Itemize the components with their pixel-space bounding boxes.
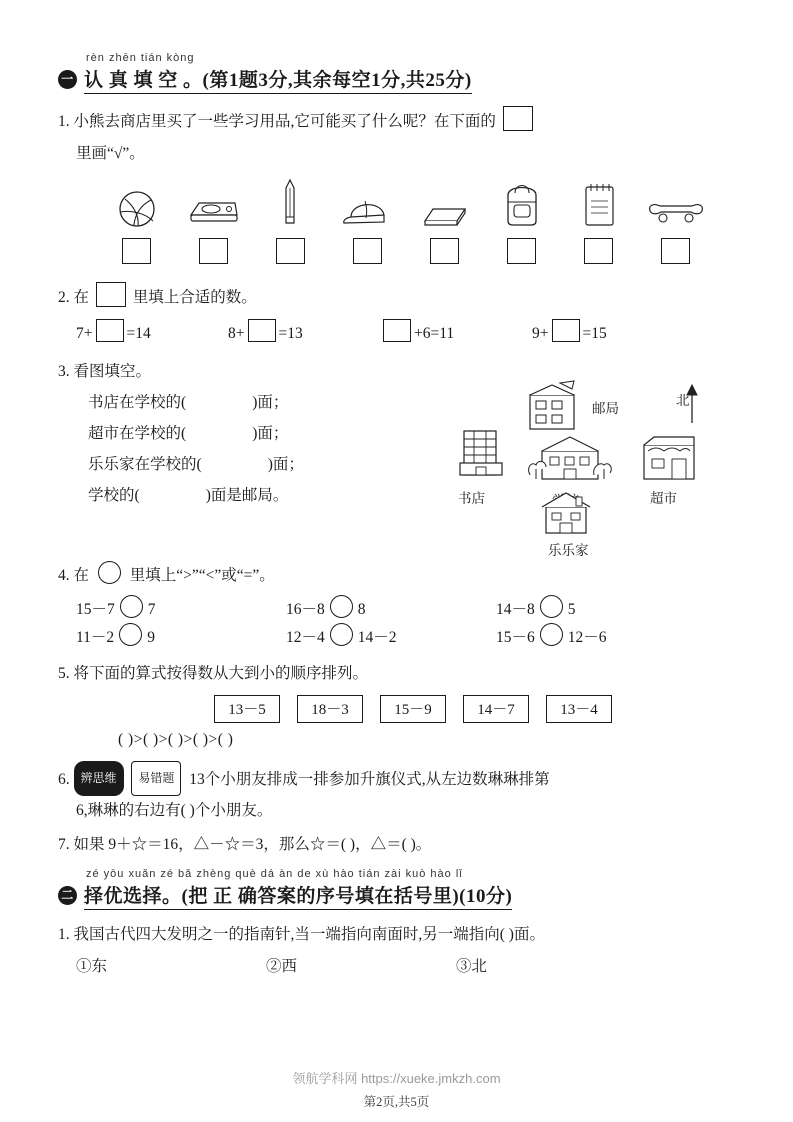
answer-circle[interactable] [120,595,143,618]
map-label-bookstore: 书店 [458,491,485,506]
answer-box[interactable] [96,282,126,307]
question-2-text-after: 里填上合适的数。 [132,289,257,306]
blank-space[interactable] [140,487,206,504]
notebook-icon [560,175,637,229]
question-3-map [444,373,744,558]
checkbox-eraser[interactable] [430,238,459,264]
section-2-number: 二 [58,886,77,905]
equation-left: 7+ [76,325,93,342]
section-2-score: (把 正 确答案的序号填在括号里)(10分) [182,881,513,910]
school-icon [520,431,620,487]
question-7-text[interactable]: 如果 9＋☆＝16，△－☆＝3，那么☆＝( )，△＝( )。 [73,836,432,853]
compare-item [286,595,496,619]
answer-circle[interactable] [98,561,121,584]
equation-left: 9+ [532,325,549,342]
compare-left: 11－2 [76,629,115,646]
section-2-question-1 [58,920,738,950]
equation-right: +6=11 [414,325,455,342]
question-1-line2 [76,139,738,169]
section-1-score: (第1题3分,其余每空1分,共25分) [203,65,472,94]
line-pre: 书店在学校的( [88,394,187,411]
line-post: )面； [252,425,289,442]
line-pre: 超市在学校的( [88,425,187,442]
equation-right: =15 [582,325,607,342]
footer-page-number: 第2页,共5页 [363,1095,430,1109]
picture-backpack [483,175,560,229]
question-5-answer-blanks[interactable]: ( )>( )>( )>( )>( ) [118,731,234,748]
picture-pencil [252,175,329,229]
picture-skateboard [637,175,714,229]
question-1-number: 1. [58,113,70,130]
question-2-text: 在 [73,289,90,306]
equation-right: =14 [126,325,151,342]
checkbox-skateboard[interactable] [661,238,690,264]
compare-right: 9 [147,629,155,646]
expression-card: 14－7 [463,695,529,723]
pencil-sharpener-icon [175,175,252,229]
question-1-text-a: 小熊去商店里买了一些学习用品,它可能买了什么呢？在下面的 [73,113,496,130]
compare-left: 15－6 [496,629,535,646]
equation-4 [532,319,684,343]
blank-space[interactable] [202,456,268,473]
answer-circle[interactable] [330,623,353,646]
question-4-text: 在 [73,567,90,584]
compare-right: 5 [567,601,576,618]
map-label-supermarket: 超市 [650,491,677,506]
section-2-pinyin: zé yōu xuǎn zé bǎ zhèng què dá àn de xù hào tián zài kuò hào lǐ [86,868,463,880]
question-5-text: 将下面的算式按得数从大到小的顺序排列。 [73,665,369,682]
question-3-text: 看图填空。 [73,363,152,380]
section-2-title: 择优选择。 [84,881,182,910]
compare-item [286,623,496,647]
question-1-text-b: 里画“√”。 [76,145,145,162]
badge-thinking: 辨思维 [74,761,124,796]
section-2-question-1-options [76,954,738,976]
picture-eraser [406,175,483,229]
picture-cap [329,175,406,229]
equation-right: =13 [278,325,303,342]
footer-watermark: 领航学科网 https://xueke.jmkzh.com [292,1071,501,1086]
line-post: )面； [252,394,289,411]
compare-right: 8 [357,601,366,618]
answer-box[interactable] [383,319,411,342]
compare-left: 12－4 [286,629,325,646]
question-2-number: 2. [58,289,70,306]
equation-left: 8+ [228,325,245,342]
checkbox-volleyball[interactable] [122,238,151,264]
line-pre: 学校的( [88,487,140,504]
question-2 [58,282,738,313]
skateboard-icon [637,175,714,229]
section-1-title: 认 真 填 空 。 [84,65,203,94]
map-label-lele-home: 乐乐家 [548,543,589,558]
answer-box[interactable] [552,319,580,342]
question-4-number: 4. [58,567,70,584]
question-7 [58,830,738,860]
post-office-icon [522,379,584,435]
blank-space[interactable] [186,394,252,411]
checkbox-pencil[interactable] [276,238,305,264]
equation-2 [228,319,380,343]
question-4 [58,561,738,591]
question-4-row-2 [76,623,738,647]
picture-notebook [560,175,637,229]
answer-circle[interactable] [119,623,142,646]
answer-circle[interactable] [330,595,353,618]
compare-item [496,595,706,619]
answer-box[interactable] [503,106,533,131]
backpack-icon [483,175,560,229]
volleyball-icon [98,175,175,229]
question-1-picture-row [98,175,718,229]
answer-box[interactable] [96,319,124,342]
eraser-icon [406,175,483,229]
question-4-text-after: 里填上“>”“<”或“=”。 [129,567,275,584]
lele-home-icon [530,489,602,539]
picture-volleyball [98,175,175,229]
expression-card: 13－4 [546,695,612,723]
option-b[interactable]: ②西 [266,958,298,975]
s2-question-1-number: 1. [58,926,70,943]
checkbox-backpack[interactable] [507,238,536,264]
line-post: )面； [267,456,304,473]
answer-box[interactable] [248,319,276,342]
question-1-checkbox-row [98,238,718,264]
question-6-line2 [76,796,738,826]
question-3-body [58,387,738,557]
checkbox-notebook[interactable] [584,238,613,264]
compare-left: 14－8 [496,601,535,618]
badge-common-mistake: 易错题 [131,761,181,796]
bookstore-icon [450,423,512,483]
s2-question-1-text[interactable]: 我国古代四大发明之一的指南针,当一端指向南面时,另一端指向( )面。 [73,926,545,943]
question-5-cards [88,695,738,723]
checkbox-cap[interactable] [353,238,382,264]
pencil-icon [252,175,329,229]
picture-pencil-sharpener [175,175,252,229]
section-1-number: 一 [58,70,77,89]
option-c[interactable]: ③北 [456,958,488,975]
section-1-header [58,52,738,94]
map-label-north: 北 [676,393,690,408]
question-5 [58,659,738,689]
cap-icon [329,175,406,229]
question-6-number: 6. [58,771,70,788]
question-6-text-b[interactable]: 6,琳琳的右边有( )个小朋友。 [76,802,273,819]
checkbox-pencil-sharpener[interactable] [199,238,228,264]
supermarket-icon [634,431,704,487]
question-2-equations [76,319,738,343]
compare-item [76,595,286,619]
equation-1 [76,319,228,343]
question-1 [58,106,738,137]
expression-card: 18－3 [297,695,363,723]
question-6 [58,761,738,796]
question-4-row-1 [76,595,738,619]
compare-item [496,623,706,647]
compare-left: 15－7 [76,601,115,618]
compare-item [76,623,286,647]
answer-circle[interactable] [540,595,563,618]
expression-card: 15－9 [380,695,446,723]
question-6-text-a: 13个小朋友排成一排参加升旗仪式,从左边数琳琳排第 [189,771,550,788]
section-1-pinyin: rèn zhēn tián kòng [86,52,195,64]
equation-3 [380,319,532,343]
question-3-number: 3. [58,363,70,380]
option-a[interactable]: ①东 [76,958,108,975]
compare-right: 7 [147,601,156,618]
blank-space[interactable] [186,425,252,442]
question-5-number: 5. [58,665,70,682]
section-2-header [58,868,738,910]
question-7-number: 7. [58,836,70,853]
compare-left: 16－8 [286,601,325,618]
compare-right: 14－2 [357,629,397,646]
expression-card: 13－5 [214,695,280,723]
answer-circle[interactable] [540,623,563,646]
compare-right: 12－6 [567,629,607,646]
line-post: )面是邮局。 [205,487,289,504]
map-label-post-office: 邮局 [592,401,619,416]
line-pre: 乐乐家在学校的( [88,456,202,473]
